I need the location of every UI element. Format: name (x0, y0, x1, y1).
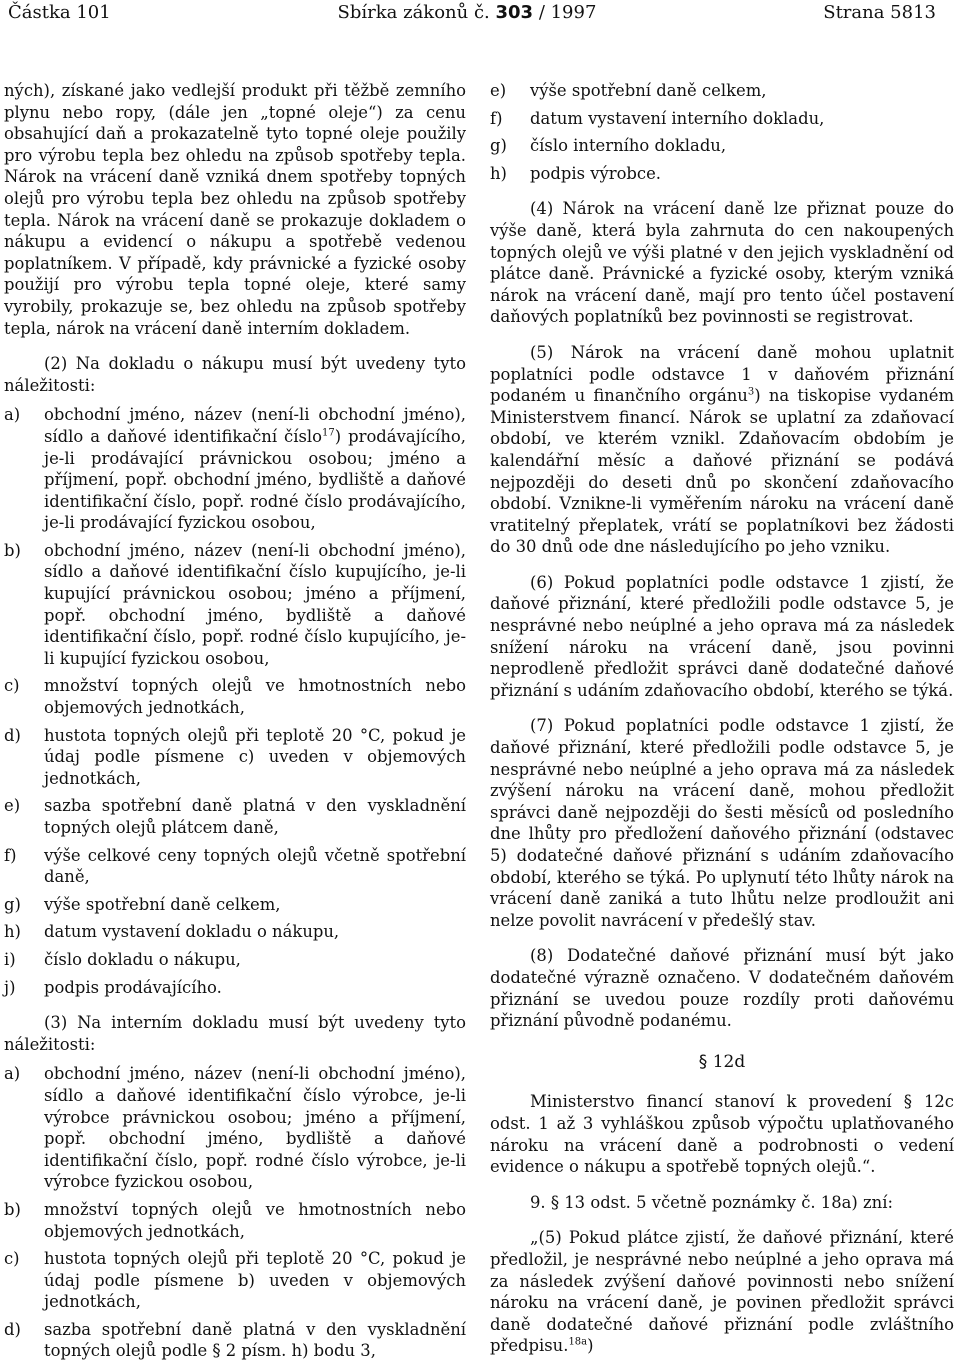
list-item-text: výše spotřební daně celkem, (44, 894, 281, 914)
list-item-label: g) (490, 136, 507, 156)
list-item-label: a) (4, 405, 21, 425)
paragraph-7: (7) Pokud poplatníci podle odstavce 1 zjistí, že daňové přiznání, které předložili podle odstavce 5, je nesprávné nebo neúplné a jeho oprava má za následek zvýšení nároku na vrácení daně, mohou předložit správci daně nejpozději do šesti měsíců od posledního dne lhůty pro předložení daňového přiznání (odstavec 5) dodatečné daňové přiznání s udáním zdaňovacího období, kterého se týká. Po uplynutí této lhůty nárok na vrácení daně zaniká a tuto lhůtu nelze prodloužit ani nelze povolit navrácení v předešlý stav. (490, 716, 954, 930)
footnote-ref: 3 (747, 386, 755, 398)
list-item-text: sazba spotřební daně platná v den vyskladnění topných olejů podle § 2 písm. h) bodu 3, (44, 1319, 466, 1361)
list-item (4, 725, 466, 790)
header-number: 303 (495, 2, 534, 23)
list-item (4, 540, 466, 670)
list-item-text: podpis výrobce. (530, 163, 662, 183)
page-header (8, 2, 936, 30)
header-collection: Sbírka zákonů č. (337, 2, 490, 23)
list-item-label: e) (4, 796, 21, 816)
list-item (490, 108, 954, 130)
list-item-text: podpis prodávajícího. (44, 977, 222, 997)
paragraph-6: (6) Pokud poplatníci podle odstavce 1 zjistí, že daňové přiznání, které předložili podle odstavce 5, je nesprávné nebo neúplné a jeho oprava má za následek snížení nároku na vrácení daně, jsou povinni neprodleně předložit správci daně dodatečné daňové přiznání s udáním zdaňovacího období, kterého se týká. (490, 572, 954, 700)
list-item (4, 1319, 466, 1362)
list-item-text: sazba spotřební daně platná v den vyskladnění topných olejů plátcem daně, (44, 796, 466, 837)
list-item-label: h) (4, 922, 21, 942)
list-item-text: hustota topných olejů při teplotě 20 °C, pokud je údaj podle písmene b) uveden v objemových jednotkách, (44, 1249, 466, 1312)
list-item-label: f) (490, 108, 503, 128)
list-item-label: b) (4, 1199, 21, 1219)
list-item-label: a) (4, 1064, 21, 1084)
list-item (4, 921, 466, 943)
list-interni-doklad-cont (490, 80, 954, 184)
paragraph-8: (8) Dodatečné daňové přiznání musí být jako dodatečné výrazně označeno. V dodatečném daňovém přiznání se uvedou pouze rozdíly proti daňovému přiznání původně podanému. (490, 946, 954, 1031)
list-item-label: d) (4, 725, 21, 745)
paragraph-4: (4) Nárok na vrácení daně lze přiznat pouze do výše daně, která byla zahrnuta do cen nakoupených topných olejů ve výši platné v den jejich vyskladnění od plátce daně. Právnické a fyzické osoby, kterým vzniká nárok na vrácení daně, mají pro tento účel postavení daňových poplatníků bez povinnosti se registrovat. (490, 199, 954, 327)
right-column (490, 80, 954, 1357)
paragraph-5 (490, 342, 954, 558)
list-item-label: i) (4, 949, 16, 969)
list-item-label: c) (4, 1249, 20, 1269)
paragraph-3: (3) Na interním dokladu musí být uvedeny tyto náležitosti: (4, 1013, 466, 1054)
footnote-ref: 18a (568, 1336, 588, 1348)
list-item-label: b) (4, 540, 21, 560)
list-item (4, 795, 466, 838)
footnote-ref: 17 (322, 427, 335, 439)
list-item-text: obchodní jméno, název (není-li obchodní jméno), sídlo a daňové identifikační číslo (44, 405, 466, 446)
list-item-text: hustota topných olejů při teplotě 20 °C, pokud je údaj podle písmene c) uveden v objemových jednotkách, (44, 725, 466, 788)
list-item-label: f) (4, 845, 17, 865)
list-item-text: datum vystavení dokladu o nákupu, (44, 922, 340, 942)
list-item (4, 1248, 466, 1313)
list-item-label: e) (490, 81, 507, 100)
list-item (4, 404, 466, 534)
list-item-text: obchodní jméno, název (není-li obchodní jméno), sídlo a daňové identifikační číslo kupujícího, je-li kupující právnickou osobou; jméno a příjmení, popř. obchodní jméno, bydliště a daňové identifikační číslo, popř. rodné číslo kupujícího, je-li kupující fyzickou osobou, (44, 540, 466, 668)
paragraph-11-text-cont: ) (587, 1336, 594, 1356)
list-item-text: množství topných olejů ve hmotnostních nebo objemových jednotkách, (44, 1199, 466, 1241)
list-item-text: výše spotřební daně celkem, (530, 81, 767, 100)
list-item-text: číslo interního dokladu, (530, 136, 727, 156)
list-item-text-cont: ) prodávajícího, je-li prodávající právnickou osobou; jméno a příjmení, popř. obchodní jméno, bydliště a daňové identifikační číslo, popř. rodné číslo prodávajícího, je-li prodávající fyzickou osobou, (44, 426, 466, 533)
section-sign: § (698, 1051, 708, 1072)
list-item-text: číslo dokladu o nákupu, (44, 949, 241, 969)
list-item (4, 977, 466, 999)
header-year: / 1997 (538, 2, 597, 23)
header-title (338, 2, 597, 23)
paragraph-5-text-cont: ) na tiskopise vydaném Ministerstvem financí. Nárok se uplatní za zdaňovací období, ve kterém vznikl. Zdaňovacím obdobím je kalendářní měsíc a daňové přiznání se podává nejpozději do deseti dnů po skončení zdaňovacího období. Vznikne-li vyměřením nároku na vrácení daně vratitelný přeplatek, vrátí se poplatníkovi bez žádosti do 30 dnů ode dne následujícího po jeho vzniku. (490, 386, 954, 557)
list-item-label: j) (4, 977, 16, 997)
list-item (4, 1063, 466, 1193)
paragraph-5-text: (5) Nárok na vrácení daně mohou uplatnit poplatníci podle odstavce 1 v daňovém přiznání podaném u finančního orgánu (490, 342, 954, 406)
list-item-label: d) (4, 1319, 21, 1339)
list-item-text: datum vystavení interního dokladu, (530, 108, 825, 128)
section-number: 12d (712, 1051, 746, 1072)
list-item-text: obchodní jméno, název (není-li obchodní jméno), sídlo a daňové identifikační číslo výrobce, je-li výrobce právnickou osobou; jméno a příjmení, popř. obchodní jméno, bydliště a daňové identifikační číslo, popř. rodné číslo výrobce, je-li výrobce fyzickou osobou, (44, 1064, 466, 1192)
list-interni-doklad (4, 1063, 466, 1362)
header-page-number: Strana 5813 (823, 2, 936, 23)
paragraph-2: (2) Na dokladu o nákupu musí být uvedeny tyto náležitosti: (4, 354, 466, 395)
paragraph-11 (490, 1227, 954, 1357)
paragraph-9: Ministerstvo financí stanoví k provedení § 12c odst. 1 až 3 vyhláškou způsob výpočtu uplatňovaného nároku na vrácení daně a podrobnosti o vedení evidence o nákupu a spotřebě topných olejů.“. (490, 1092, 954, 1177)
list-item (4, 675, 466, 718)
list-item-label: g) (4, 894, 21, 914)
list-doklad-nakup (4, 404, 466, 998)
paragraph-1: ných), získané jako vedlejší produkt při těžbě zemního plynu nebo ropy, (dále jen „topné oleje“) za cenu obsahující daň a prokazatelně tyto topné oleje použily pro výrobu tepla bez ohledu na způsob spotřeby tepla. Nárok na vrácení daně vzniká dnem spotřeby topných olejů pro výrobu tepla bez ohledu na způsob spotřeby tepla. Nárok na vrácení daně se prokazuje dokladem o nákupu a evidencí o nákupu a spotřebě vedenou poplatníkem. V případě, kdy právnické a fyzické osoby použijí pro výrobu tepla topné oleje, které samy vyrobily, prokazuje se, bez ohledu na způsob spotřeby tepla, nárok na vrácení daně interním dokladem. (4, 81, 466, 338)
list-item (4, 845, 466, 888)
list-item (490, 80, 954, 102)
section-heading (490, 1052, 954, 1074)
list-item (4, 894, 466, 916)
list-item-label: c) (4, 676, 20, 696)
list-item (4, 949, 466, 971)
list-item-text: výše celkové ceny topných olejů včetně spotřební daně, (44, 845, 466, 887)
paragraph-10: 9. § 13 odst. 5 včetně poznámky č. 18a) zní: (530, 1192, 893, 1212)
list-item-label: h) (490, 163, 507, 183)
paragraph-11-text: „(5) Pokud plátce zjistí, že daňové přiznání, které předložil, je nesprávné nebo neúplné a jeho oprava má za následek zvýšení daňové povinnosti nebo snížení nároku na vrácení daně, je povinen předložit správci daně dodatečné daňové přiznání podle zvláštního předpisu. (490, 1228, 954, 1356)
list-item (4, 1199, 466, 1242)
header-part: Částka 101 (8, 2, 111, 23)
list-item (490, 135, 954, 157)
list-item (490, 163, 954, 185)
list-item-text: množství topných olejů ve hmotnostních nebo objemových jednotkách, (44, 676, 466, 718)
left-column (4, 80, 466, 1368)
